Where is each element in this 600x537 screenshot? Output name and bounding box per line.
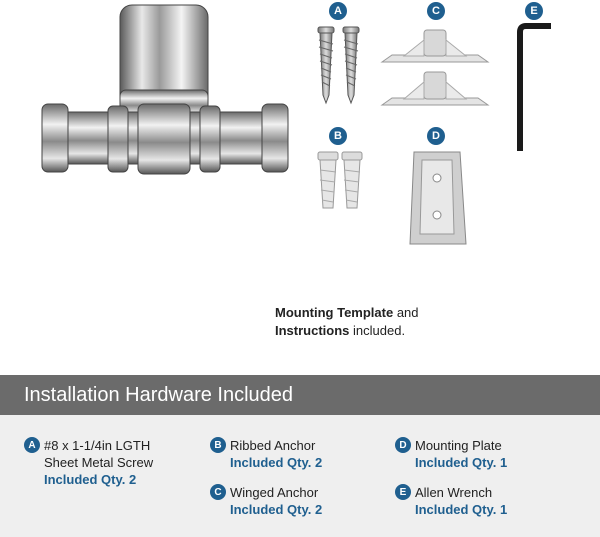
part-label-c: C <box>427 2 445 20</box>
template-note <box>275 304 450 340</box>
item-c-name: Winged Anchor <box>230 485 319 500</box>
badge-e: E <box>395 484 411 500</box>
section-header-band <box>0 375 600 415</box>
section-title: Installation Hardware Included <box>24 384 294 406</box>
hardware-item-d <box>399 437 508 471</box>
badge-a: A <box>24 437 40 453</box>
item-d-name: Mounting Plate <box>415 438 502 453</box>
item-b-qty: Included Qty. 2 <box>230 455 323 470</box>
badge-d: D <box>395 437 411 453</box>
template-note-rest-2: included. <box>349 323 406 338</box>
hardware-list <box>0 415 600 537</box>
allen-wrench <box>520 26 548 148</box>
item-a-name-1: #8 x 1-1/4in LGTH <box>44 438 151 453</box>
item-b-name: Ribbed Anchor <box>230 438 316 453</box>
item-a-name-2: Sheet Metal Screw <box>44 455 154 470</box>
item-e-name: Allen Wrench <box>415 485 493 500</box>
hardware-item-e <box>399 484 508 518</box>
template-note-bold-2: Instructions <box>275 323 350 338</box>
part-label-b: B <box>329 127 347 145</box>
ribbed-anchors <box>318 152 362 208</box>
template-note-bold-1: Mounting Template <box>275 305 394 320</box>
template-note-rest-1: and <box>393 305 419 320</box>
winged-anchors <box>382 30 488 105</box>
item-e-qty: Included Qty. 1 <box>415 502 508 517</box>
chrome-hook <box>42 5 288 174</box>
part-label-e: E <box>525 2 543 20</box>
part-label-d: D <box>427 127 445 145</box>
badge-c: C <box>210 484 226 500</box>
mounting-plate <box>410 152 466 244</box>
part-label-a: A <box>329 2 347 20</box>
item-c-qty: Included Qty. 2 <box>230 502 323 517</box>
hardware-item-c <box>214 484 323 518</box>
hardware-item-b <box>214 437 323 471</box>
item-d-qty: Included Qty. 1 <box>415 455 508 470</box>
hardware-item-a <box>28 437 154 488</box>
badge-b: B <box>210 437 226 453</box>
sheet-metal-screws <box>318 27 359 103</box>
item-a-qty: Included Qty. 2 <box>44 472 137 487</box>
